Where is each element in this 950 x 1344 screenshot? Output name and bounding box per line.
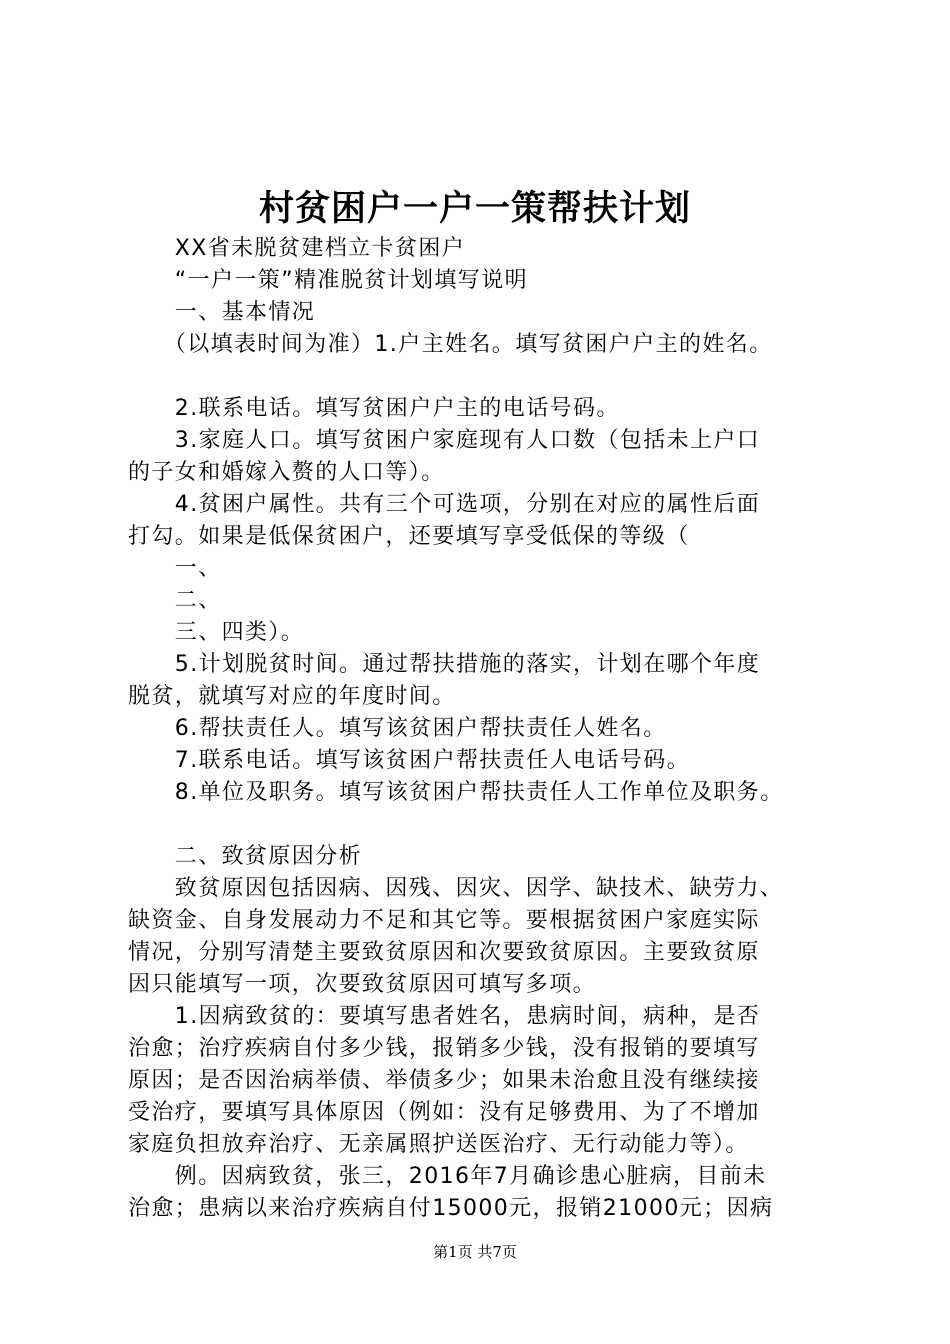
- text-line: 原因；是否因治病举债、举债多少；如果未治愈且没有继续接: [128, 1068, 760, 1093]
- text-line: 缺资金、自身发展动力不足和其它等。要根据贫困户家庭实际: [128, 908, 760, 933]
- text-line: 1.因病致贫的：要填写患者姓名，患病时间，病种，是否: [128, 1004, 761, 1029]
- text-line: 例。因病致贫，张三，2016年7月确诊患心脏病，目前未: [128, 1164, 767, 1189]
- text-line: 致贫原因包括因病、因残、因灾、因学、缺技术、缺劳力、: [128, 876, 784, 901]
- text-line: 打勾。如果是低保贫困户，还要填写享受低保的等级（: [128, 524, 690, 549]
- text-line: 三、四类）。: [128, 620, 305, 645]
- text-line: 因只能填写一项，次要致贫原因可填写多项。: [128, 972, 597, 997]
- text-line: 4.贫困户属性。共有三个可选项，分别在对应的属性后面: [128, 492, 761, 517]
- text-line: 2.联系电话。填写贫困户户主的电话号码。: [128, 396, 620, 421]
- text-line: 二、: [128, 588, 222, 613]
- blank-line: [128, 361, 844, 393]
- text-line: 的子女和婚嫁入赘的人口等）。: [128, 460, 445, 485]
- text-line: “一户一策”精准脱贫计划填写说明: [128, 268, 528, 293]
- document-body: [128, 233, 844, 1225]
- text-line: 3.家庭人口。填写贫困户家庭现有人口数（包括未上户口: [128, 428, 761, 453]
- text-line: 治愈；治疗疾病自付多少钱，报销多少钱，没有报销的要填写: [128, 1036, 760, 1061]
- page-footer: 第1页 共7页: [433, 1243, 517, 1261]
- section-heading: 一、基本情况: [128, 300, 316, 325]
- text-line: 一、: [128, 556, 222, 581]
- text-line: 治愈；患病以来治疗疾病自付15000元，报销21000元；因病: [128, 1196, 774, 1221]
- text-line: 8.单位及职务。填写该贫困户帮扶责任人工作单位及职务。: [128, 780, 784, 805]
- text-line: 家庭负担放弃治疗、无亲属照护送医治疗、无行动能力等）。: [128, 1132, 749, 1157]
- text-line: XX省未脱贫建档立卡贫困户: [128, 236, 466, 261]
- text-line: 情况，分别写清楚主要致贫原因和次要致贫原因。主要致贫原: [128, 940, 760, 965]
- text-line: 脱贫，就填写对应的年度时间。: [128, 684, 456, 709]
- text-line: 6.帮扶责任人。填写该贫困户帮扶责任人姓名。: [128, 716, 667, 741]
- document-title: 村贫困户一户一策帮扶计划: [258, 188, 691, 229]
- text-line: 受治疗，要填写具体原因（例如：没有足够费用、为了不增加: [128, 1100, 760, 1125]
- blank-line: [128, 809, 844, 841]
- text-line: （以填表时间为准）1.户主姓名。填写贫困户户主的姓名。: [128, 332, 773, 357]
- text-line: 5.计划脱贫时间。通过帮扶措施的落实，计划在哪个年度: [128, 652, 761, 677]
- section-heading: 二、致贫原因分析: [128, 844, 363, 869]
- text-line: 7.联系电话。填写该贫困户帮扶责任人电话号码。: [128, 748, 690, 773]
